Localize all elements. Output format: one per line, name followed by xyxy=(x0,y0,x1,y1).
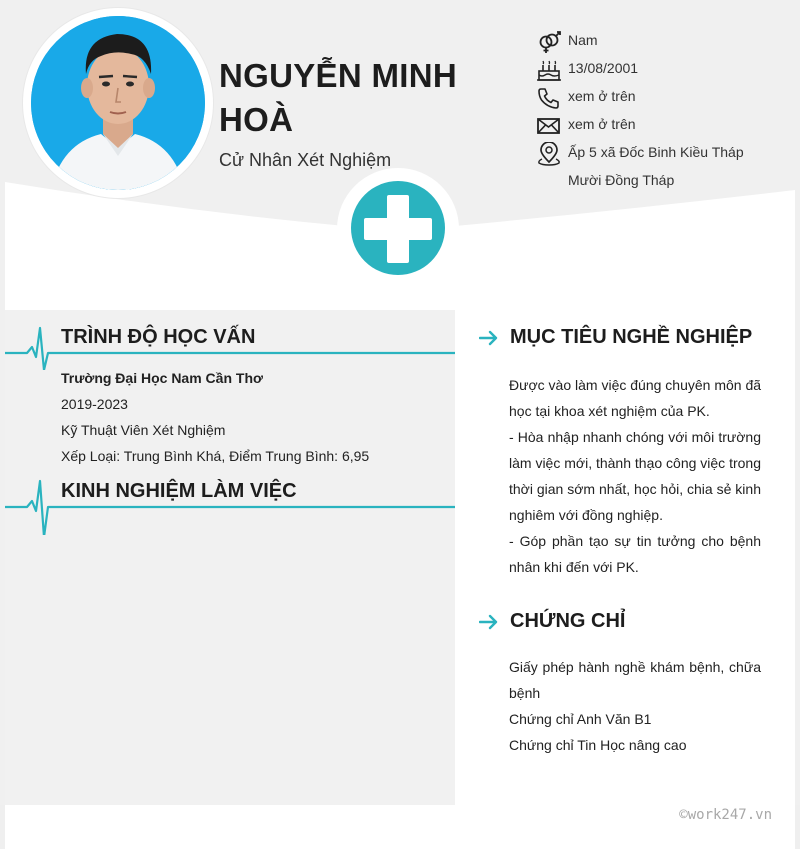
medical-cross-icon xyxy=(350,180,446,276)
location-pin-icon xyxy=(535,142,563,166)
objective-paragraph: Được vào làm việc đúng chuyên môn đã học tại khoa xét nghiệm của PK. xyxy=(509,377,762,419)
certificate-item: Chứng chỉ Anh Văn B1 xyxy=(509,711,652,727)
birthday-cake-icon xyxy=(535,58,563,82)
contact-birthday-text: 13/08/2001 xyxy=(568,60,639,76)
experience-heading-text: KINH NGHIỆM LÀM VIỆC xyxy=(61,480,297,502)
education-school: Trường Đại Học Nam Cần Thơ xyxy=(61,370,263,386)
objective-paragraph: - Hòa nhập nhanh chóng với môi trường làm việc mới, thành thạo công việc trong thời gian sớm nhất, học hỏi, chia sẻ kinh nghiêm với đồng nghiệp. xyxy=(509,429,761,523)
education-grade: Xếp Loại: Trung Bình Khá, Điểm Trung Bình: 6,95 xyxy=(61,448,370,464)
gender-icon xyxy=(535,30,563,54)
contact-address-text: Ấp 5 xã Đốc Binh Kiều Tháp Mười Đồng Tháp xyxy=(568,144,744,188)
avatar xyxy=(31,16,205,190)
portrait-photo xyxy=(31,16,205,190)
objective-heading-text: MỤC TIÊU NGHỀ NGHIỆP xyxy=(510,326,753,348)
mail-icon xyxy=(535,114,563,138)
education-heading xyxy=(5,310,455,370)
arrow-right-icon xyxy=(479,330,499,346)
certificates-heading-text: CHỨNG CHỈ xyxy=(510,610,626,632)
objective-body xyxy=(509,372,761,580)
left-column xyxy=(5,310,455,805)
education-heading-text: TRÌNH ĐỘ HỌC VẤN xyxy=(61,326,256,348)
education-years: 2019-2023 xyxy=(61,396,128,412)
contact-email-text: xem ở trên xyxy=(568,116,636,132)
certificate-item: Chứng chỉ Tin Học nâng cao xyxy=(509,737,687,753)
experience-heading xyxy=(5,475,455,535)
arrow-right-icon xyxy=(479,614,499,630)
avatar-frame xyxy=(23,8,213,198)
phone-icon xyxy=(535,86,563,110)
contact-phone-text: xem ở trên xyxy=(568,88,636,104)
right-column xyxy=(455,310,795,805)
contact-address xyxy=(535,142,795,198)
contact-gender-text: Nam xyxy=(568,32,598,48)
certificate-item: Giấy phép hành nghề khám bệnh, chữa bệnh xyxy=(509,659,761,701)
watermark: ©work247.vn xyxy=(679,807,772,823)
cv-page xyxy=(5,0,795,849)
objective-paragraph: - Góp phần tạo sự tin tưởng cho bệnh nhân khi đến với PK. xyxy=(509,533,761,575)
education-major: Kỹ Thuật Viên Xét Nghiệm xyxy=(61,422,226,438)
medical-cross-badge xyxy=(337,168,459,290)
candidate-name: NGUYỄN MINH HOÀ xyxy=(219,57,457,138)
contact-list xyxy=(535,30,795,198)
certificates-list xyxy=(509,654,761,758)
candidate-title: Cử Nhân Xét Nghiệm xyxy=(219,150,392,170)
education-details xyxy=(61,368,369,472)
